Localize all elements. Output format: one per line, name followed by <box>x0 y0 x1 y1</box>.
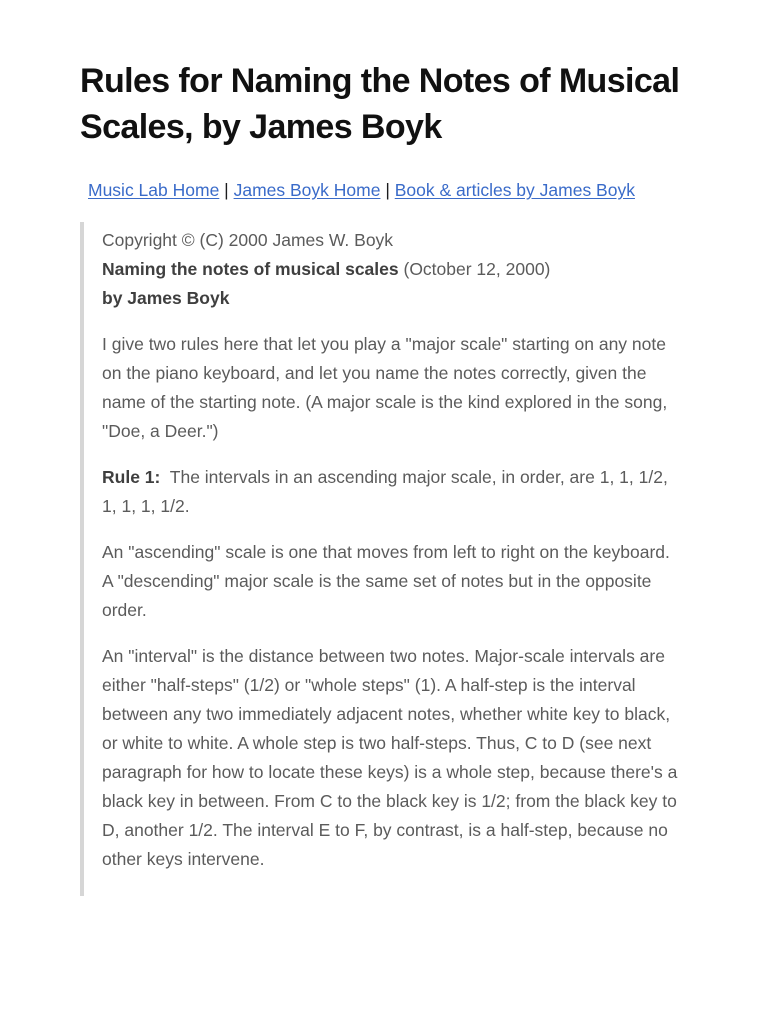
rule1-paragraph <box>102 463 684 521</box>
nav-separator: | <box>219 180 234 200</box>
book-articles-link[interactable]: Book & articles by James Boyk <box>394 180 635 200</box>
article-heading-title: Naming the notes of musical scales <box>102 259 399 279</box>
ascending-paragraph: An "ascending" scale is one that moves from left to right on the keyboard. A "descending" major scale is the same set of notes but in the opposite order. <box>102 542 670 620</box>
intro-paragraph: I give two rules here that let you play a "major scale" starting on any note on the piano keyboard, and let you name the notes correctly, given the name of the starting note. (A major scale is the kind explored in the song, "Doe, a Deer.") <box>102 334 668 441</box>
nav-links <box>88 178 688 202</box>
james-boyk-home-link[interactable]: James Boyk Home <box>233 180 381 200</box>
rule1-label: Rule 1: <box>102 467 161 487</box>
article-heading <box>102 255 684 284</box>
nav-separator: | <box>380 180 395 200</box>
byline: by James Boyk <box>102 288 230 308</box>
article-heading-date: (October 12, 2000) <box>398 259 551 279</box>
copyright-line: Copyright © (C) 2000 James W. Boyk <box>102 230 394 250</box>
article-quote <box>80 222 684 896</box>
rule1-text: The intervals in an ascending major scale, in order, are 1, 1, 1/2, 1, 1, 1, 1/2. <box>102 467 668 516</box>
interval-paragraph: An "interval" is the distance between two notes. Major-scale intervals are either "half-steps" (1/2) or "whole steps" (1). A half-step is the interval between any two immediately adjacent notes, whether white key to black, or white to white. A whole step is two half-steps. Thus, C to D (see next paragraph for how to locate these keys) is a whole step, because there's a black key in between. From C to the black key is 1/2; from the black key to D, another 1/2. The interval E to F, by contrast, is a half-step, because no other keys intervene. <box>102 646 678 869</box>
music-lab-home-link[interactable]: Music Lab Home <box>88 180 220 200</box>
page-title: Rules for Naming the Notes of Musical Scales, by James Boyk <box>80 62 680 146</box>
